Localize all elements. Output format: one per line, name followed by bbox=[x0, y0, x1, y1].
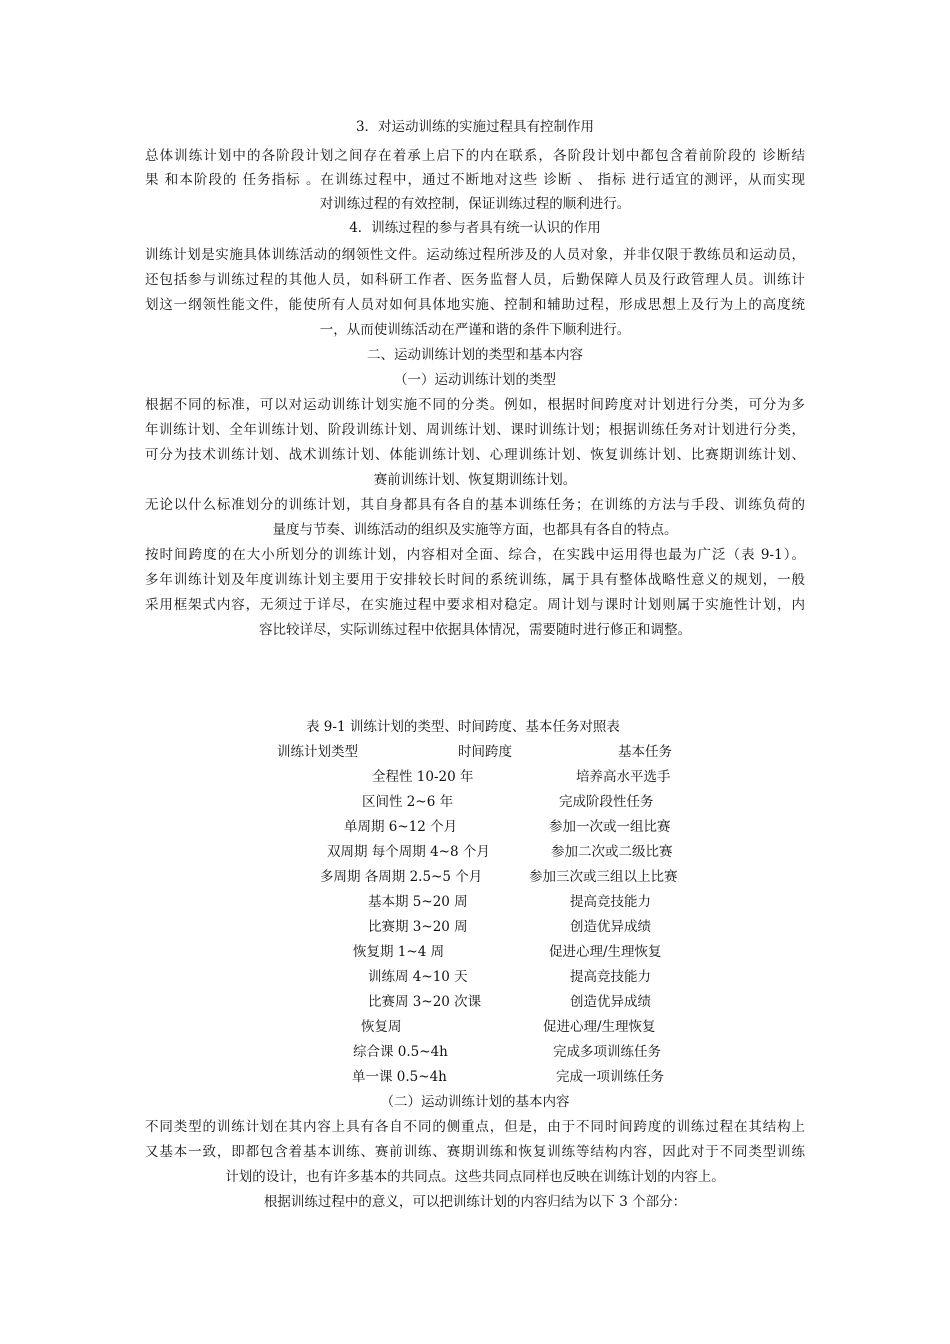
subsection2-heading: （二）运动训练计划的基本内容 bbox=[380, 1094, 570, 1110]
table-row-right: 完成多项训练任务 bbox=[553, 1044, 661, 1060]
types-line: 可分为技术训练计划、战术训练计划、体能训练计划、心理训练计划、恢复训练计划、比赛期训练计划、 bbox=[145, 447, 805, 463]
types-line: 年训练计划、全年训练计划、阶段训练计划、周训练计划、课时训练计划；根据训练任务对计划进行分类， bbox=[145, 422, 805, 438]
part2-heading: 二、运动训练计划的类型和基本内容 bbox=[367, 347, 583, 363]
content-line: 又基本一致，即都包含着基本训练、赛前训练、赛期训练和恢复训练等结构内容，因此对于不同类型训练 bbox=[145, 1144, 805, 1160]
table-row-right: 创造优异成绩 bbox=[570, 994, 651, 1010]
section4-line: 训练计划是实施具体训练活动的纲领性文件。运动练过程所涉及的人员对象，并非仅限于教练员和运动员， bbox=[145, 247, 805, 263]
section3-heading: 3．对运动训练的实施过程具有控制作用 bbox=[355, 119, 595, 135]
table-row-right: 创造优异成绩 bbox=[570, 919, 651, 935]
span-line: 按时间跨度的在大小所划分的训练计划，内容相对全面、综合，在实践中运用得也最为广泛（表 9-1）。 bbox=[145, 547, 805, 563]
table-row-right: 参加三次或三组以上比赛 bbox=[529, 869, 678, 885]
section4-line: 划这一纲领性能文件，能使所有人员对如何具体地实施、控制和辅助过程，形成思想上及行为上的高度统 bbox=[145, 297, 805, 313]
table-header-task: 基本任务 bbox=[618, 744, 672, 760]
table-row-right: 提高竞技能力 bbox=[570, 894, 651, 910]
table-row-left: 单一课 0.5~4h bbox=[352, 1069, 447, 1085]
table-row-right: 参加一次或一组比赛 bbox=[549, 819, 671, 835]
table-row-right: 促进心理/生理恢复 bbox=[543, 1019, 656, 1035]
table-row-right: 提高竞技能力 bbox=[570, 969, 651, 985]
table-row-left: 比赛期 3~20 周 bbox=[368, 919, 468, 935]
table-row-left: 训练周 4~10 天 bbox=[368, 969, 468, 985]
table-row-left: 恢复期 1~4 周 bbox=[353, 944, 445, 960]
section3-line: 对训练过程的有效控制，保证训练过程的顺利进行。 bbox=[319, 196, 631, 212]
table-row-left: 双周期 每个周期 4~8 个月 bbox=[327, 844, 490, 860]
section4-line: 还包括参与训练过程的其他人员，如科研工作者、医务监督人员，后勤保障人员及行政管理人员。训练计 bbox=[145, 272, 805, 288]
section4-line: 一，从而使训练活动在严谨和谐的条件下顺利进行。 bbox=[319, 322, 631, 338]
table-row-left: 恢复周 bbox=[361, 1019, 402, 1035]
table-row-right: 完成一项训练任务 bbox=[556, 1069, 664, 1085]
table-row-left: 多周期 各周期 2.5~5 个月 bbox=[320, 869, 483, 885]
section3-line: 总体训练计划中的各阶段计划之间存在着承上启下的内在联系，各阶段计划中都包含着前阶段的 诊断结 bbox=[145, 148, 805, 164]
content-line: 计划的设计，也有许多基本的共同点。这些共同点同样也反映在训练计划的内容上。 bbox=[225, 1169, 725, 1185]
table-row-left: 单周期 6~12 个月 bbox=[344, 819, 458, 835]
types-line: 赛前训练计划、恢复期训练计划。 bbox=[373, 472, 577, 488]
table-caption: 表 9-1 训练计划的类型、时间跨度、基本任务对照表 bbox=[306, 719, 620, 735]
table-row-left: 基本期 5~20 周 bbox=[368, 894, 468, 910]
table-row-right: 参加二次或二级比赛 bbox=[551, 844, 673, 860]
content-line: 不同类型的训练计划在其内容上具有各自不同的侧重点，但是，由于不同时间跨度的训练过程在其结构上 bbox=[145, 1119, 805, 1135]
types-line: 根据不同的标准，可以对运动训练计划实施不同的分类。例如，根据时间跨度对计划进行分类，可分为多 bbox=[145, 397, 805, 413]
span-line: 容比较详尽，实际训练过程中依据具体情况，需要随时进行修正和调整。 bbox=[259, 622, 691, 638]
closing-line: 根据训练过程中的意义，可以把训练计划的内容归结为以下 3 个部分： bbox=[263, 1194, 687, 1210]
span-line: 多年训练计划及年度训练计划主要用于安排较长时间的系统训练，属于具有整体战略性意义的规划，一般 bbox=[145, 572, 805, 588]
table-row-left: 区间性 2~6 年 bbox=[362, 794, 454, 810]
table-row-right: 培养高水平选手 bbox=[576, 769, 671, 785]
table-row-left: 比赛周 3~20 次课 bbox=[368, 994, 482, 1010]
span-line: 采用框架式内容，无须过于详尽，在实施过程中要求相对稳定。周计划与课时计划则属于实施性计划，内 bbox=[145, 597, 805, 613]
table-row-left: 全程性 10-20 年 bbox=[372, 769, 474, 785]
subsection1-heading: （一）运动训练计划的类型 bbox=[394, 372, 556, 388]
table-header-span: 时间跨度 bbox=[458, 744, 512, 760]
section4-heading: 4．训练过程的参与者具有统一认识的作用 bbox=[349, 220, 601, 236]
section3-line: 果 和本阶段的 任务指标 。在训练过程中，通过不断地对这些 诊断 、 指标 进行适宜的测评，从而实现 bbox=[145, 172, 805, 188]
features-line: 量度与节奏、训练活动的组织及实施等方面，也都具有各自的特点。 bbox=[272, 522, 678, 538]
table-row-right: 促进心理/生理恢复 bbox=[549, 944, 662, 960]
table-row-right: 完成阶段性任务 bbox=[559, 794, 654, 810]
table-row-left: 综合课 0.5~4h bbox=[353, 1044, 448, 1060]
table-header-type: 训练计划类型 bbox=[277, 744, 358, 760]
features-line: 无论以什么标准划分的训练计划，其自身都具有各自的基本训练任务；在训练的方法与手段、训练负荷的 bbox=[145, 497, 805, 513]
